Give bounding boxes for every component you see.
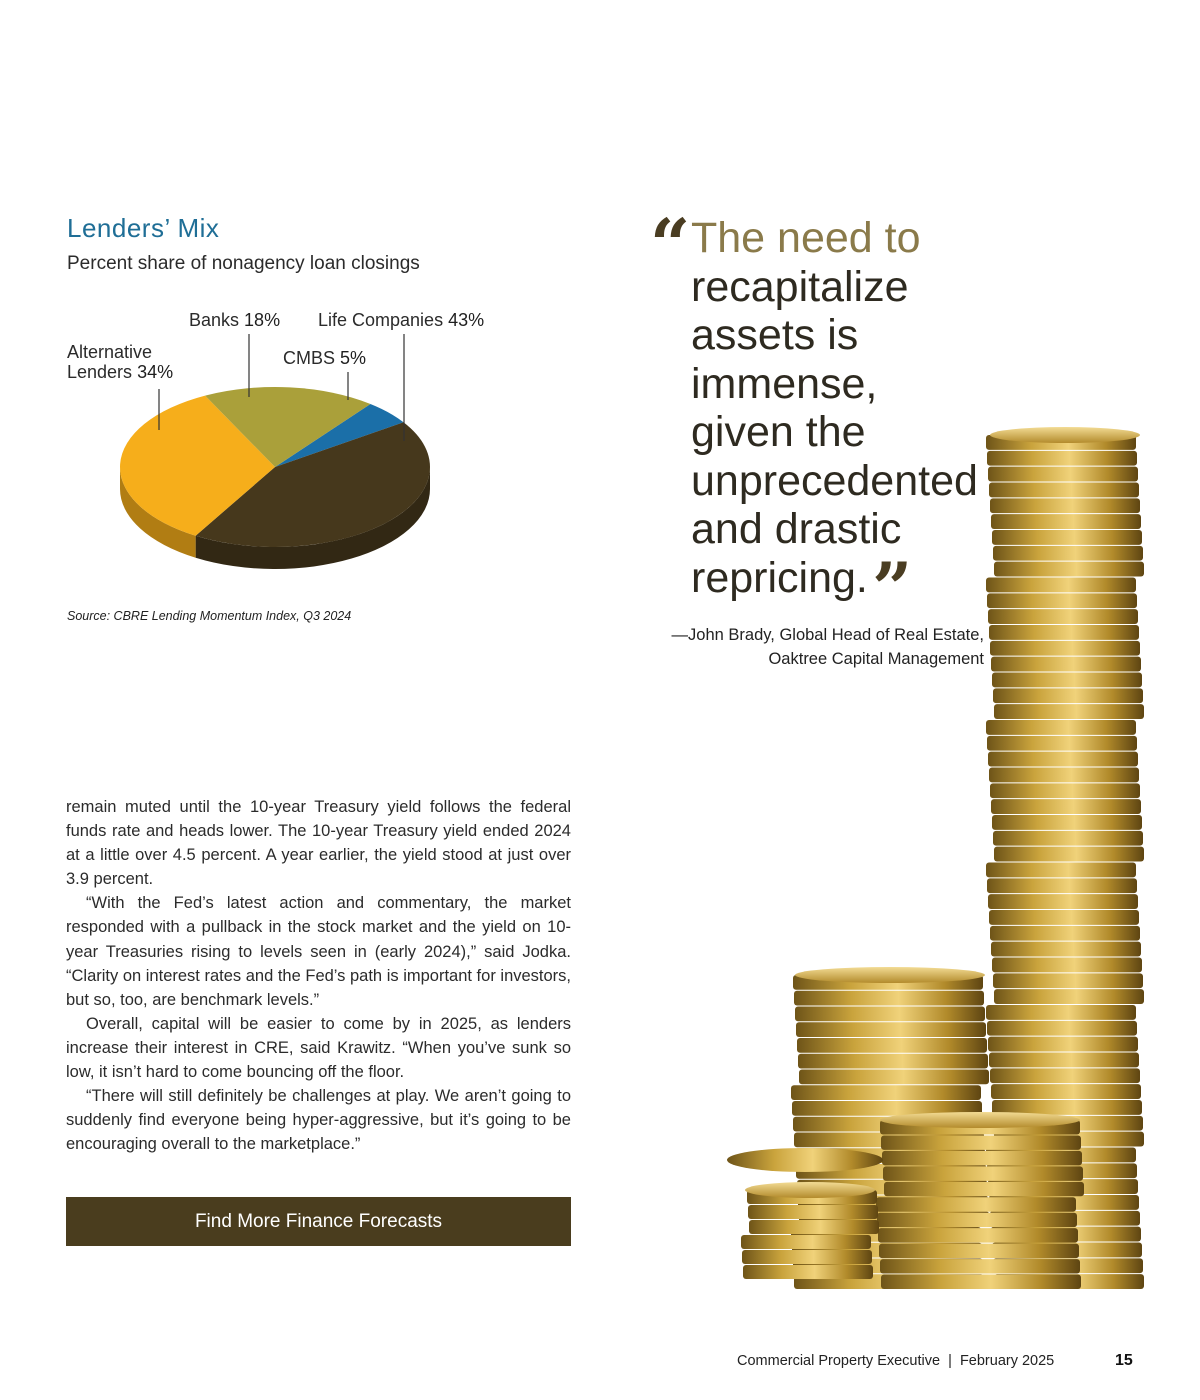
quote-text [691, 214, 1001, 602]
coin-top [745, 1182, 875, 1198]
label-cmbs-name: CMBS [283, 348, 336, 368]
coin [989, 910, 1139, 925]
coin [989, 1053, 1139, 1068]
coin [994, 562, 1144, 577]
coin [987, 736, 1137, 751]
coin [993, 973, 1143, 988]
page-number: 15 [1115, 1352, 1133, 1369]
chart-subtitle: Percent share of nonagency loan closings [67, 253, 420, 274]
coin [879, 1244, 1079, 1258]
close-quote-icon: ” [872, 547, 913, 630]
pie-slices [120, 387, 430, 547]
chart-title: Lenders’ Mix [67, 213, 220, 243]
quote-line-2: recapitalize [691, 262, 909, 311]
coin [791, 1085, 981, 1100]
open-quote-icon: “ [650, 203, 691, 286]
coin [991, 1084, 1141, 1099]
coin [876, 1197, 1076, 1211]
coin [989, 768, 1139, 783]
coin [990, 498, 1140, 513]
coin [990, 1068, 1140, 1083]
quote-line-7: and drastic [691, 505, 902, 553]
coin [993, 688, 1143, 703]
coin [991, 942, 1141, 957]
paragraph-1: remain muted until the 10-year Treasury yield follows the federal funds rate and heads lower. The 10-year Treasury yield ended 2024 at a little over 4.5 percent. A year earlier, the yield stood at just over 3.9 percent. [66, 798, 571, 889]
quote-line-4: immense, [691, 359, 878, 408]
quote-line-1: The need to [691, 214, 921, 262]
coin [742, 1250, 872, 1264]
coin [990, 641, 1140, 656]
coin [987, 878, 1137, 893]
label-life-companies [318, 310, 484, 330]
coin [798, 1054, 988, 1069]
coin [993, 831, 1143, 846]
coin [882, 1151, 1082, 1165]
attribution-line-2: Oaktree Capital Management [768, 650, 984, 668]
coin-top [880, 1112, 1080, 1128]
coin [987, 593, 1137, 608]
coin-top [795, 967, 985, 983]
coin [992, 958, 1142, 973]
coin [987, 1021, 1137, 1036]
paragraph-2: “With the Fed’s latest action and commentary, the market responded with a pullback in the stock market and the yield on 10-year Treasuries rising to levels seen in (early 2024),” said Jodka. “Clarity on interest rates and the Fed’s path is important for investors, but so, too, are benchmark levels.” [66, 894, 572, 1009]
coin [992, 673, 1142, 688]
coin [990, 926, 1140, 941]
label-life-name: Life Companies [318, 310, 444, 330]
label-life-value: 43% [448, 310, 485, 330]
coin [795, 1007, 985, 1022]
quote-line-3: assets is [691, 311, 859, 359]
quote-line-6: unprecedented [691, 456, 978, 505]
find-more-finance-forecasts-button[interactable]: Find More Finance Forecasts [66, 1197, 571, 1246]
loose-coin [727, 1148, 883, 1172]
paragraph-3: Overall, capital will be easier to come by in 2025, as lenders increase their interest in CRE, said Krawitz. “When you’ve sunk so low, it isn’t hard to come bouncing off the floor. [66, 1014, 571, 1082]
label-banks-name: Banks [189, 310, 240, 330]
coin [881, 1135, 1081, 1149]
coin-top [990, 427, 1140, 443]
coin [988, 752, 1138, 767]
label-cmbs [283, 348, 366, 368]
coin [992, 530, 1142, 545]
pie-chart [0, 0, 600, 600]
chart-source: Source: CBRE Lending Momentum Index, Q3 2024 [67, 609, 352, 623]
coin [881, 1275, 1081, 1289]
coin [989, 483, 1139, 498]
coin [989, 625, 1139, 640]
label-alternative-lenders [67, 342, 173, 382]
label-banks [189, 310, 280, 330]
coin [991, 514, 1141, 529]
label-banks-value: 18% [244, 310, 281, 330]
coin [991, 799, 1141, 814]
coin [991, 657, 1141, 672]
coin [988, 894, 1138, 909]
coin [986, 1005, 1136, 1020]
coin [794, 991, 984, 1006]
coin [988, 609, 1138, 624]
coin [993, 546, 1143, 561]
label-alt-line2: Lenders [67, 362, 133, 382]
attribution-line-1: —John Brady, Global Head of Real Estate, [671, 626, 984, 644]
article-body [66, 795, 571, 1156]
label-alt-line1: Alternative [67, 342, 153, 362]
quote-line-5: given the [691, 408, 866, 456]
paragraph-4: “There will still definitely be challenges at play. We aren’t going to suddenly find everyone being hyper-aggressive, but it’s going to be encouraging overall to the marketplace.” [66, 1087, 571, 1154]
coin [799, 1070, 989, 1085]
quote-line-8: repricing. [691, 553, 868, 602]
coin [880, 1259, 1080, 1273]
coin [994, 989, 1144, 1004]
coin [992, 815, 1142, 830]
coin [994, 704, 1144, 719]
coin [748, 1205, 878, 1219]
coin [883, 1166, 1083, 1180]
footer-publication: Commercial Property Executive | February 2025 [737, 1353, 1055, 1369]
coin [986, 720, 1136, 735]
coin [797, 1038, 987, 1053]
coin [743, 1265, 873, 1279]
label-cmbs-value: 5% [340, 348, 367, 368]
coin [796, 1022, 986, 1037]
coin [988, 1037, 1138, 1052]
coin [878, 1228, 1078, 1242]
label-alt-value: 34% [137, 362, 174, 382]
coin [986, 578, 1136, 593]
coin [994, 847, 1144, 862]
coin [990, 783, 1140, 798]
coin [988, 467, 1138, 482]
quote-attribution [650, 623, 984, 671]
coin [877, 1213, 1077, 1227]
coin [749, 1220, 879, 1234]
coin [884, 1182, 1084, 1196]
coin [741, 1235, 871, 1249]
coin [986, 863, 1136, 878]
coin [987, 451, 1137, 466]
